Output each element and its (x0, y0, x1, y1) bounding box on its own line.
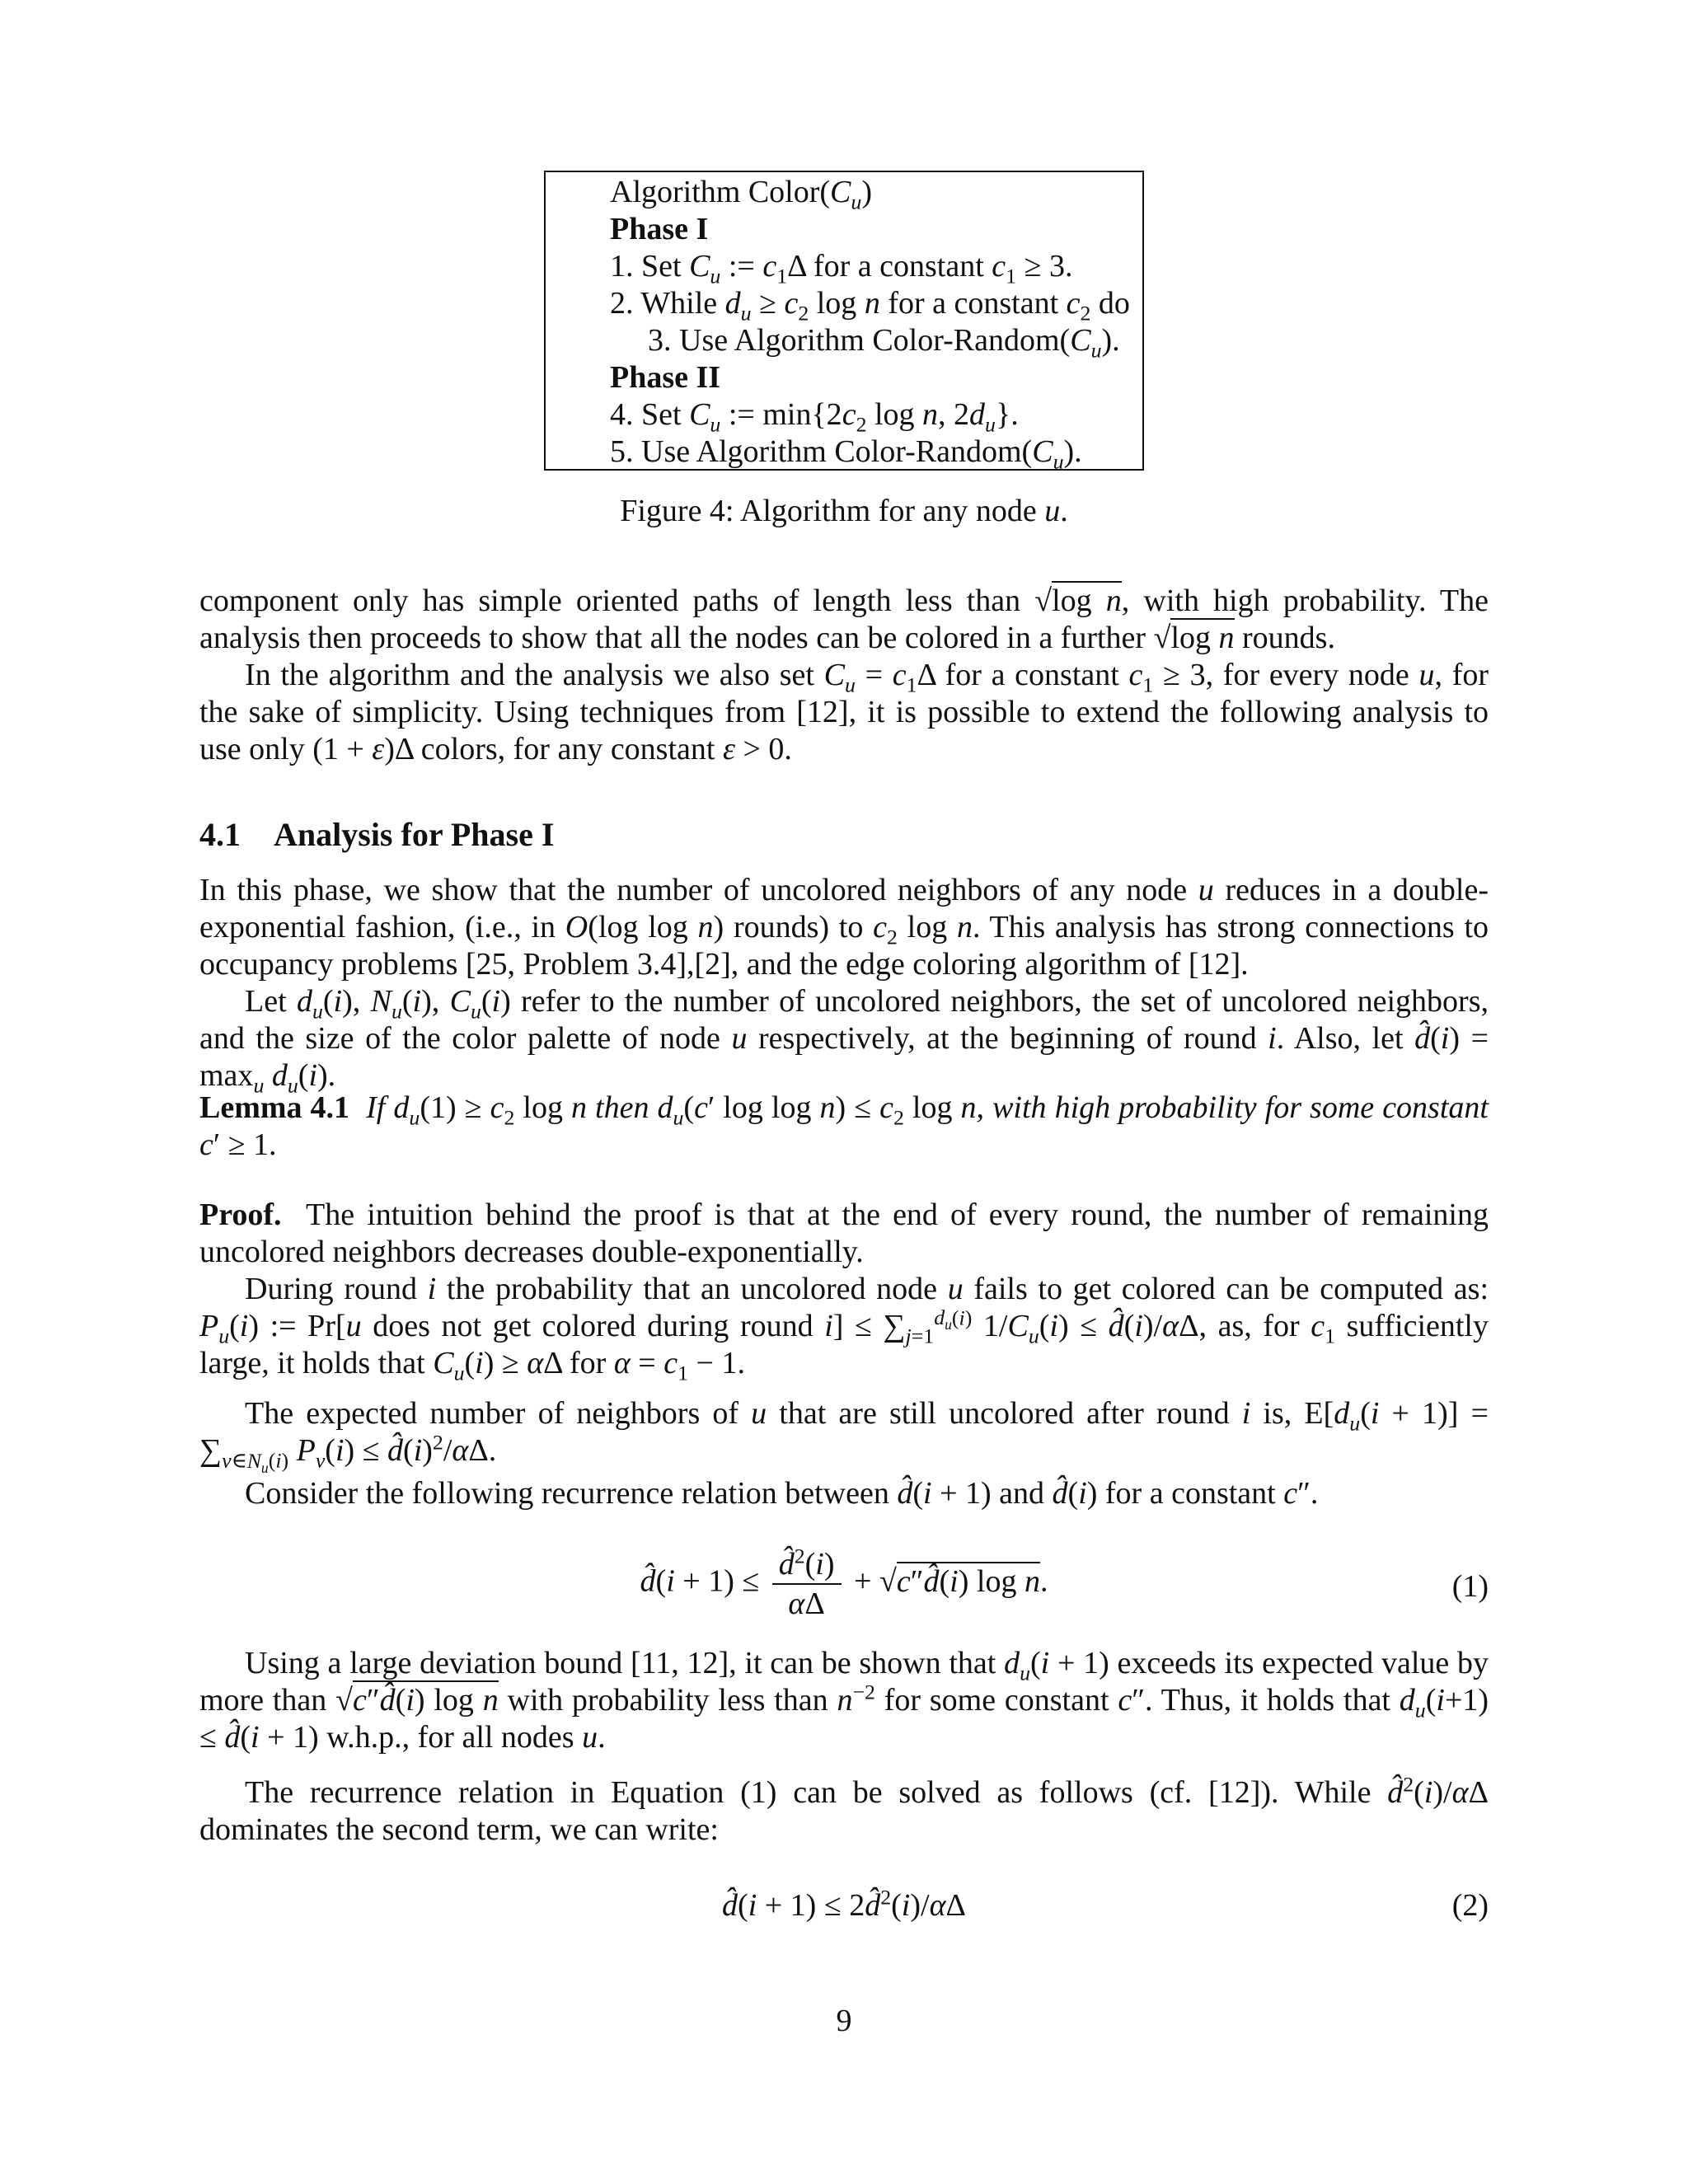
algorithm-step-3: 3. Use Algorithm Color-$Random(C_u)$. (648, 323, 1120, 363)
equation-2: d̂(i + 1) ≤ 2d̂$^2$(i)/αΔ (2) (722, 1885, 1489, 1923)
intro-paragraph-2: In the algorithm and the analysis we also set $C_u = c_1\Delta$ for a constant $c_1 \ge 3$, for every node u, for the sake of simplicity. Using techniques from [12], it is possible to extend the following analysis to use only (1 + ε)Δ colors, for any constant ε > 0. (199, 658, 1489, 766)
phase1-paragraph-2: Let $d_u(i)$, $N_u(i)$, $C_u(i)$ refer to the number of uncolored neighbors, the set of uncolored neighbors, and the size of the color palette of node u respectively, at the beginning of round i. Also, let d̂(i) = $\max_u d_u(i)$. (199, 984, 1489, 1098)
phase-2-label: Phase II (610, 360, 721, 395)
proof-paragraph-2: During round i the probability that an uncolored node u fails to get colored can be computed as: $P_u(i)$ := Pr[u does not get colored during round $i] \le \sum_{j=1}^{d_u(i)}$ $1/C_u(i)$ ≤ d̂(i)/αΔ, as, for $c_1$ sufficiently large, it holds that $C_u(i) \ge \alpha\Delta$ for $\alpha = c_1 - 1$. (199, 1272, 1489, 1385)
algorithm-title: Algorithm $Color(C_u)$ (610, 175, 872, 214)
equation-2-number: (2) (1451, 1888, 1489, 1923)
equation-1: d̂(i + 1) ≤ $\frac{d̂^2(i)}{\alpha\Delta}$ + √c″d̂(i) log n. (1) (640, 1544, 1489, 1621)
algorithm-step-1: 1. Set $C_u$ := $c_1\Delta$ for a constant $c_1 \ge 3$. (610, 249, 1073, 288)
proof-paragraph-6: The recurrence relation in Equation (1) can be solved as follows (cf. [12]). While d̂$^2$(i)/αΔ dominates the second term, we can write: (199, 1772, 1489, 1847)
equation-1-fraction: $\frac{d̂^2(i)}{\alpha\Delta}$ (772, 1545, 842, 1623)
section-heading (199, 816, 554, 853)
proof-paragraph-3: The expected number of neighbors of u that are still uncolored after round i is, $E[d_u(i + 1)] = \sum_{v\in N_u(i)}$ $P_v(i)$ ≤ $d̂(i)^2/\alpha\Delta$. (199, 1396, 1489, 1476)
section-number: 4.1 (199, 816, 241, 853)
proof-paragraph-4: Consider the following recurrence relation between d̂(i + 1) and d̂(i) for a constant c″. (245, 1476, 1319, 1511)
algorithm-step-5: 5. Use Algorithm Color-$Random(C_u)$. (610, 434, 1082, 474)
intro-paragraph-1: component only has simple oriented paths of length less than √log n, with high probability. The analysis then proceeds to show that all the nodes can be colored in a further √log n rounds. (199, 583, 1489, 657)
lemma-label: Lemma 4.1 (199, 1090, 350, 1125)
proof-paragraph-1: Proof. The intuition behind the proof is that at the end of every round, the number of remaining uncolored neighbors decreases double-exponentially. (199, 1197, 1489, 1269)
page-number: 9 (836, 2004, 852, 2038)
section-title: Analysis for Phase I (274, 816, 555, 853)
proof-label: Proof. (199, 1197, 282, 1232)
algorithm-box (544, 171, 1144, 474)
algorithm-step-2: 2. While $d_u \ge c_2$ log n for a constant $c_2$ do (610, 286, 1130, 326)
lemma-4-1: Lemma 4.1 If $d_u(1) \ge c_2$ log n then $d_u(c'$ $\log \log n) \le c_2$ log n, with high probability for some constant c′ ≥ 1. (199, 1090, 1489, 1162)
figure-caption: Figure 4: Algorithm for any node u. (620, 494, 1068, 528)
equation-1-number: (1) (1451, 1569, 1489, 1604)
phase1-paragraph-1: In this phase, we show that the number of uncolored neighbors of any node u reduces in a double-exponential fashion, (i.e., in O(log log n) rounds) to $c_2$ log n. This analysis has strong connections to occupancy problems [25, Problem 3.4],[2], and the edge coloring algorithm of [12]. (199, 873, 1489, 982)
algorithm-step-4: 4. Set $C_u$ := $\min\{2c_2$ log n, $2d_u$}. (610, 397, 1019, 437)
phase-1-label: Phase I (610, 212, 709, 246)
proof-paragraph-5: Using a large deviation bound [11, 12], it can be shown that $d_u(i + 1)$ exceeds its expected value by more than √c″d̂(i) log n with probability less than $n^{-2}$ for some constant c″. Thus, it holds that $d_u(i+1)$ ≤ d̂(i + 1) w.h.p., for all nodes u. (199, 1646, 1489, 1755)
